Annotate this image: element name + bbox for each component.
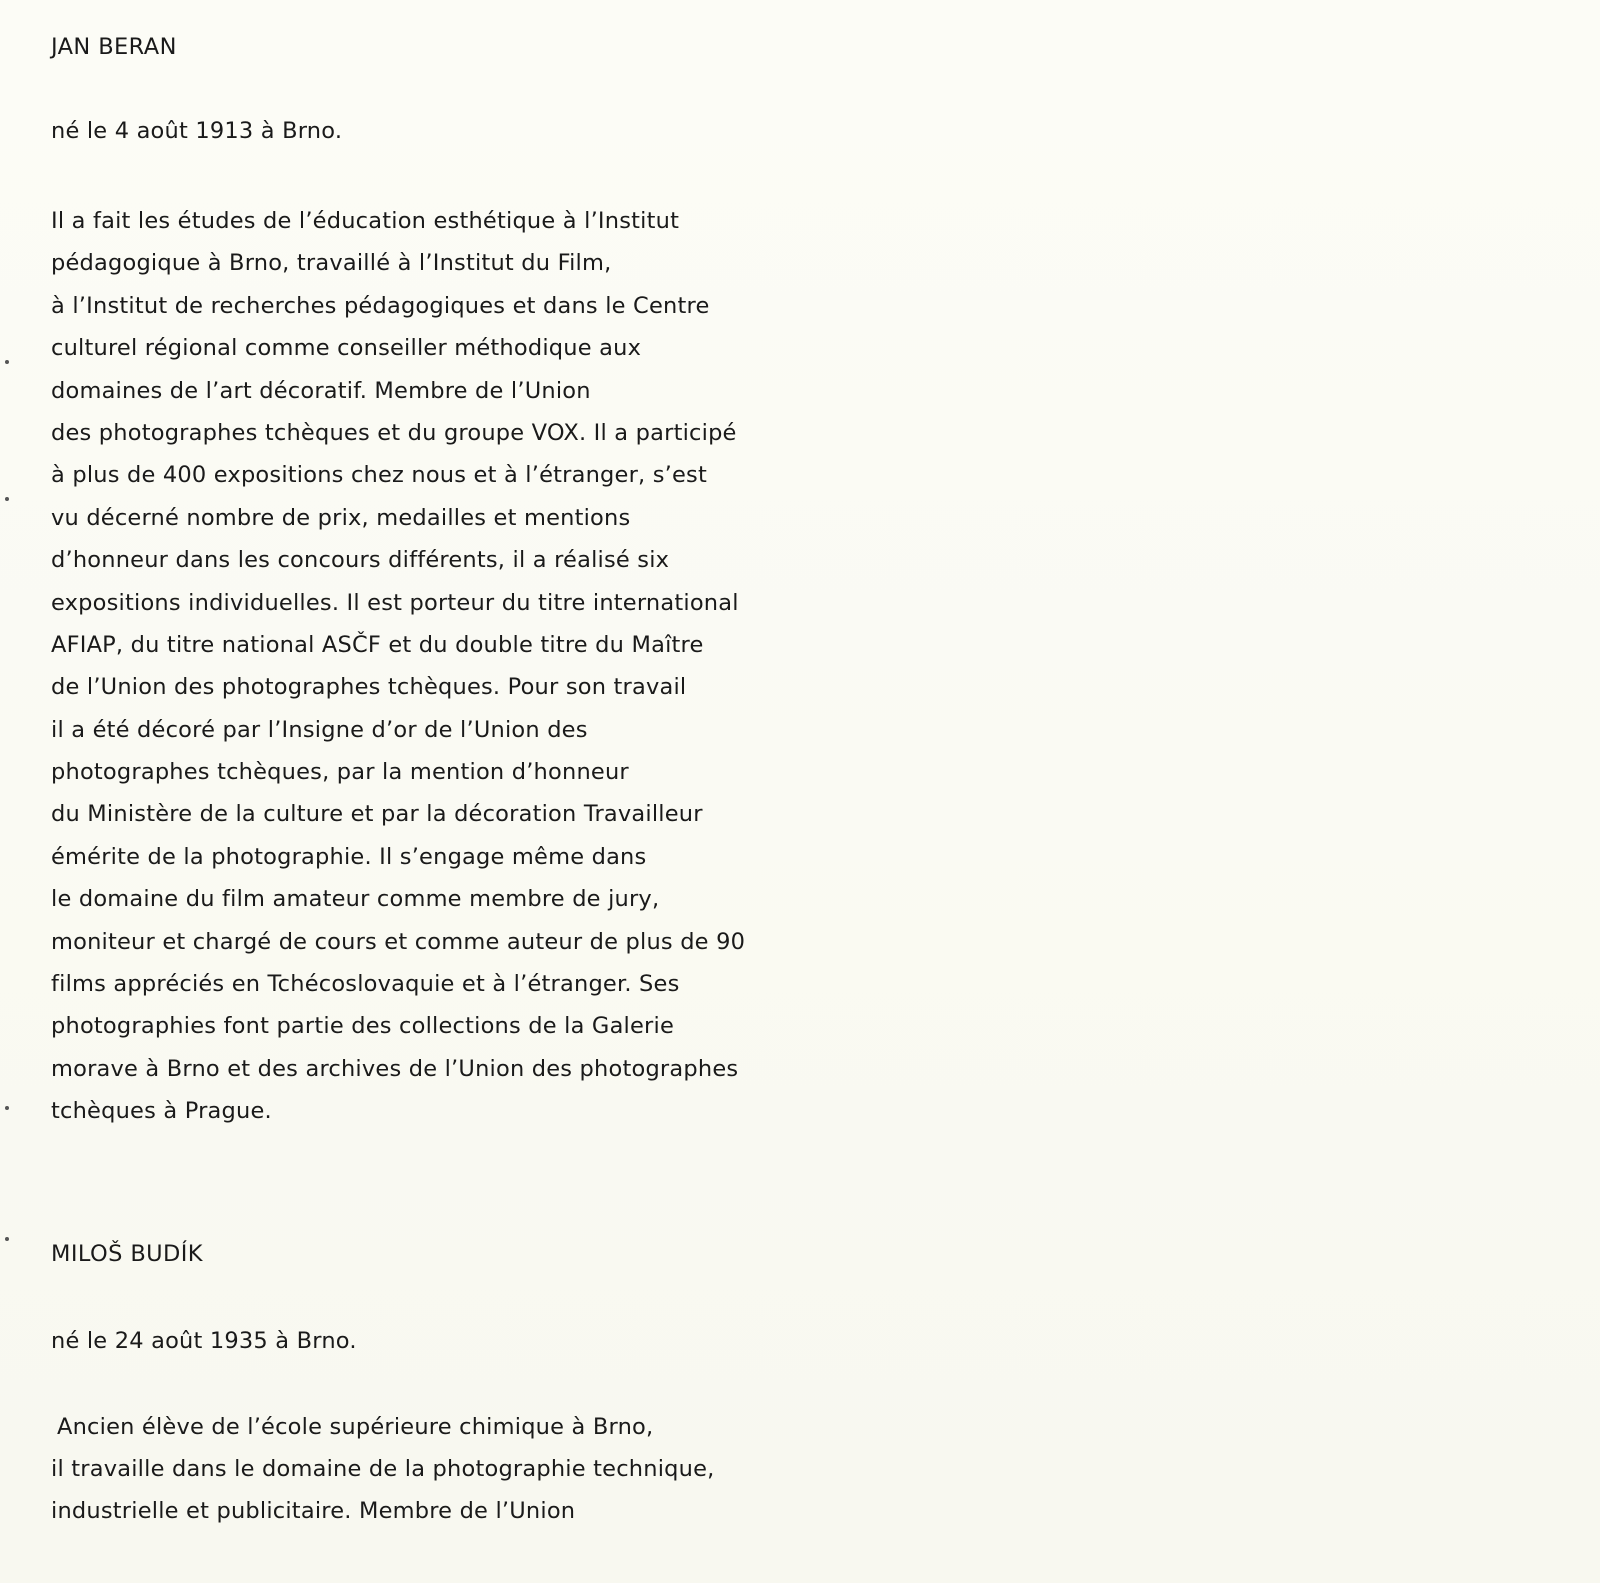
bio-line: photographies font partie des collections de la Galerie — [51, 1013, 674, 1040]
entry-name — [51, 1233, 203, 1275]
bio-line: d’honneur dans les concours différents, il a réalisé six — [51, 547, 670, 574]
person-name: MILOŠ BUDÍK — [51, 1241, 203, 1267]
bio-line: photographes tchèques, par la mention d’honneur — [51, 759, 629, 786]
margin-mark — [5, 360, 9, 364]
margin-mark — [5, 1106, 9, 1110]
bio-line: de l’Union des photographes tchèques. Pour son travail — [51, 674, 687, 701]
bio-line: vu décerné nombre de prix, medailles et mentions — [51, 504, 631, 531]
birth-line: né le 24 août 1935 à Brno. — [51, 1328, 357, 1354]
entry-biography — [57, 1406, 653, 1448]
bio-line: culturel régional comme conseiller méthodique aux — [51, 335, 642, 362]
margin-mark — [5, 1237, 9, 1241]
bio-line: du Ministère de la culture et par la décoration Travailleur — [51, 801, 703, 828]
bio-line: des photographes tchèques et du groupe VOX. Il a participé — [51, 419, 737, 446]
bio-line: domaines de l’art décoratif. Membre de l’Union — [51, 377, 591, 404]
entry-birth — [51, 1320, 357, 1362]
bio-line: morave à Brno et des archives de l’Union des photographes — [51, 1055, 739, 1082]
bio-line: il a été décoré par l’Insigne d’or de l’Union des — [51, 716, 588, 743]
bio-line: expositions individuelles. Il est porteur du titre international — [51, 589, 739, 616]
bio-line: Ancien élève de l’école supérieure chimique à Brno, — [57, 1414, 654, 1440]
bio-line: il travaille dans le domaine de la photographie technique, — [51, 1456, 715, 1482]
bio-line: films appréciés en Tchécoslovaquie et à l’étranger. Ses — [51, 971, 680, 998]
margin-mark — [5, 497, 9, 501]
bio-line: moniteur et chargé de cours et comme auteur de plus de 90 — [51, 928, 746, 955]
bio-line: le domaine du film amateur comme membre de jury, — [51, 886, 660, 913]
birth-line: né le 4 août 1913 à Brno. — [51, 118, 343, 144]
bio-line: tchèques à Prague. — [51, 1098, 272, 1125]
bio-line: à plus de 400 expositions chez nous et à l’étranger, s’est — [51, 462, 708, 489]
bio-line: pédagogique à Brno, travaillé à l’Institut du Film, — [51, 250, 612, 277]
bio-line: AFIAP, du titre national ASČF et du double titre du Maître — [51, 631, 704, 658]
entry-birth — [51, 110, 342, 152]
entry-name — [51, 26, 177, 68]
entry-biography — [51, 200, 745, 1133]
bio-line: Il a fait les études de l’éducation esthétique à l’Institut — [51, 208, 680, 234]
bio-line: industrielle et publicitaire. Membre de l’Union — [51, 1498, 576, 1525]
bio-line: émérite de la photographie. Il s’engage même dans — [51, 843, 647, 870]
entry-biography — [51, 1448, 715, 1533]
bio-line: à l’Institut de recherches pédagogiques et dans le Centre — [51, 292, 710, 319]
person-name: JAN BERAN — [51, 34, 177, 60]
